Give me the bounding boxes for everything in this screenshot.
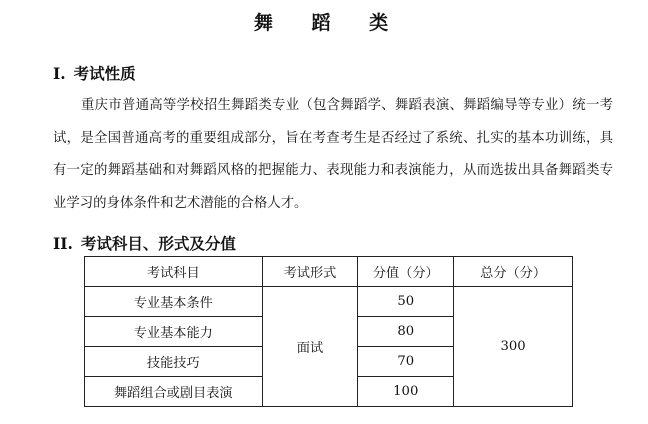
section-heading-subjects: [53, 232, 236, 254]
document-title: 舞 蹈 类: [253, 12, 405, 34]
section-title: 考试科目、形式及分值: [80, 234, 236, 253]
header-score: 分值（分）: [358, 257, 454, 287]
subject-cell: 技能技巧: [85, 347, 263, 377]
score-cell: 100: [358, 377, 454, 407]
subject-cell: 专业基本能力: [85, 317, 263, 347]
score-cell: 70: [358, 347, 454, 377]
section-number: I.: [53, 64, 66, 83]
section-heading-nature: [53, 62, 136, 84]
score-cell: 80: [358, 317, 454, 347]
subject-cell: 舞蹈组合或剧目表演: [85, 377, 263, 407]
section-title: 考试性质: [73, 64, 136, 83]
form-cell: 面试: [262, 287, 358, 407]
exam-nature-paragraph: 重庆市普通高等学校招生舞蹈类专业（包含舞蹈学、舞蹈表演、舞蹈编导等专业）统一考试，是全国普通高考的重要组成部分，旨在考查考生是否经过了系统、扎实的基本功训练，具有一定的舞蹈基础和对舞蹈风格的把握能力、表现能力和表演能力，从而选拔出具备舞蹈类专业学习的身体条件和艺术潜能的合格人才。: [53, 98, 613, 211]
table-header-row: [85, 257, 573, 287]
table-row: [85, 287, 573, 317]
header-form: 考试形式: [262, 257, 358, 287]
header-total: 总分（分）: [454, 257, 573, 287]
header-subject: 考试科目: [85, 257, 263, 287]
section-number: II.: [53, 234, 73, 253]
exam-subjects-table: [84, 256, 573, 407]
score-cell: 50: [358, 287, 454, 317]
subject-cell: 专业基本条件: [85, 287, 263, 317]
total-cell: 300: [454, 287, 573, 407]
